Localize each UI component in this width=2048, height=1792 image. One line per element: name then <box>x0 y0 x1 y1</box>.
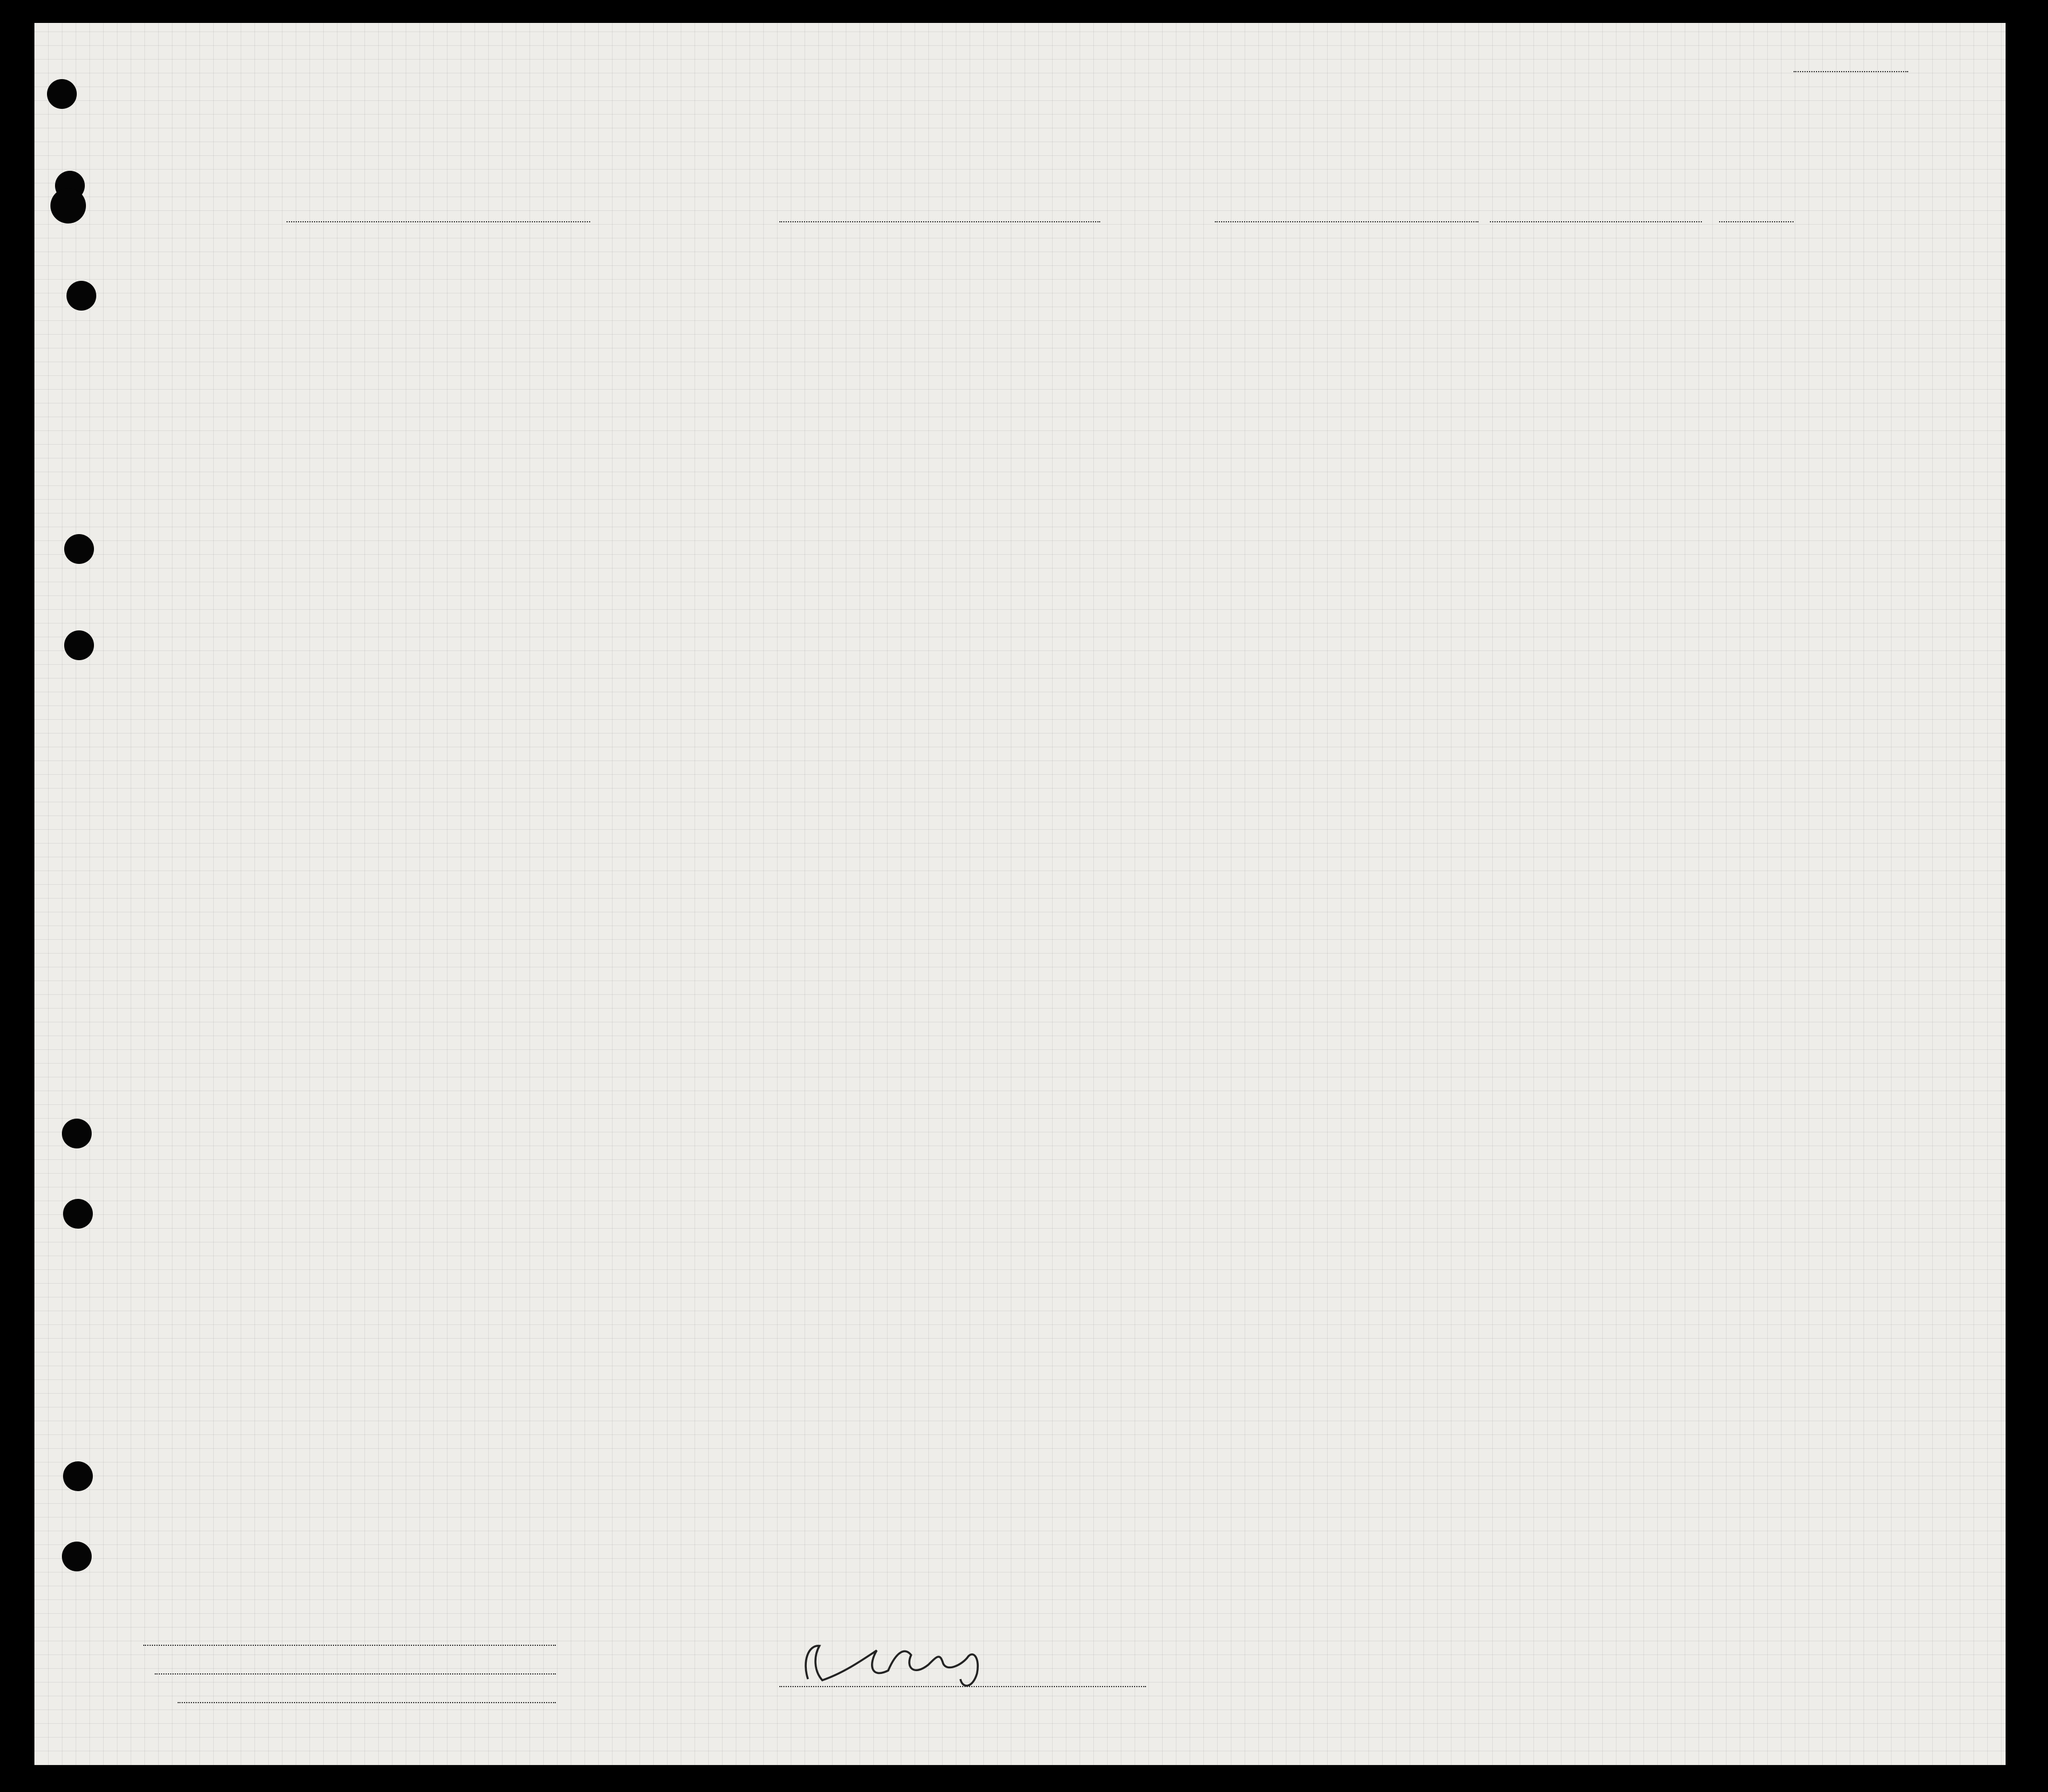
crew-table-body <box>34 23 2006 1765</box>
owners-field <box>155 1673 556 1675</box>
line-field <box>143 1645 556 1646</box>
signature-line <box>779 1686 1146 1687</box>
agents-field <box>178 1702 556 1703</box>
inspector-signature <box>791 1639 1031 1693</box>
manifest-sheet <box>34 23 2006 1765</box>
